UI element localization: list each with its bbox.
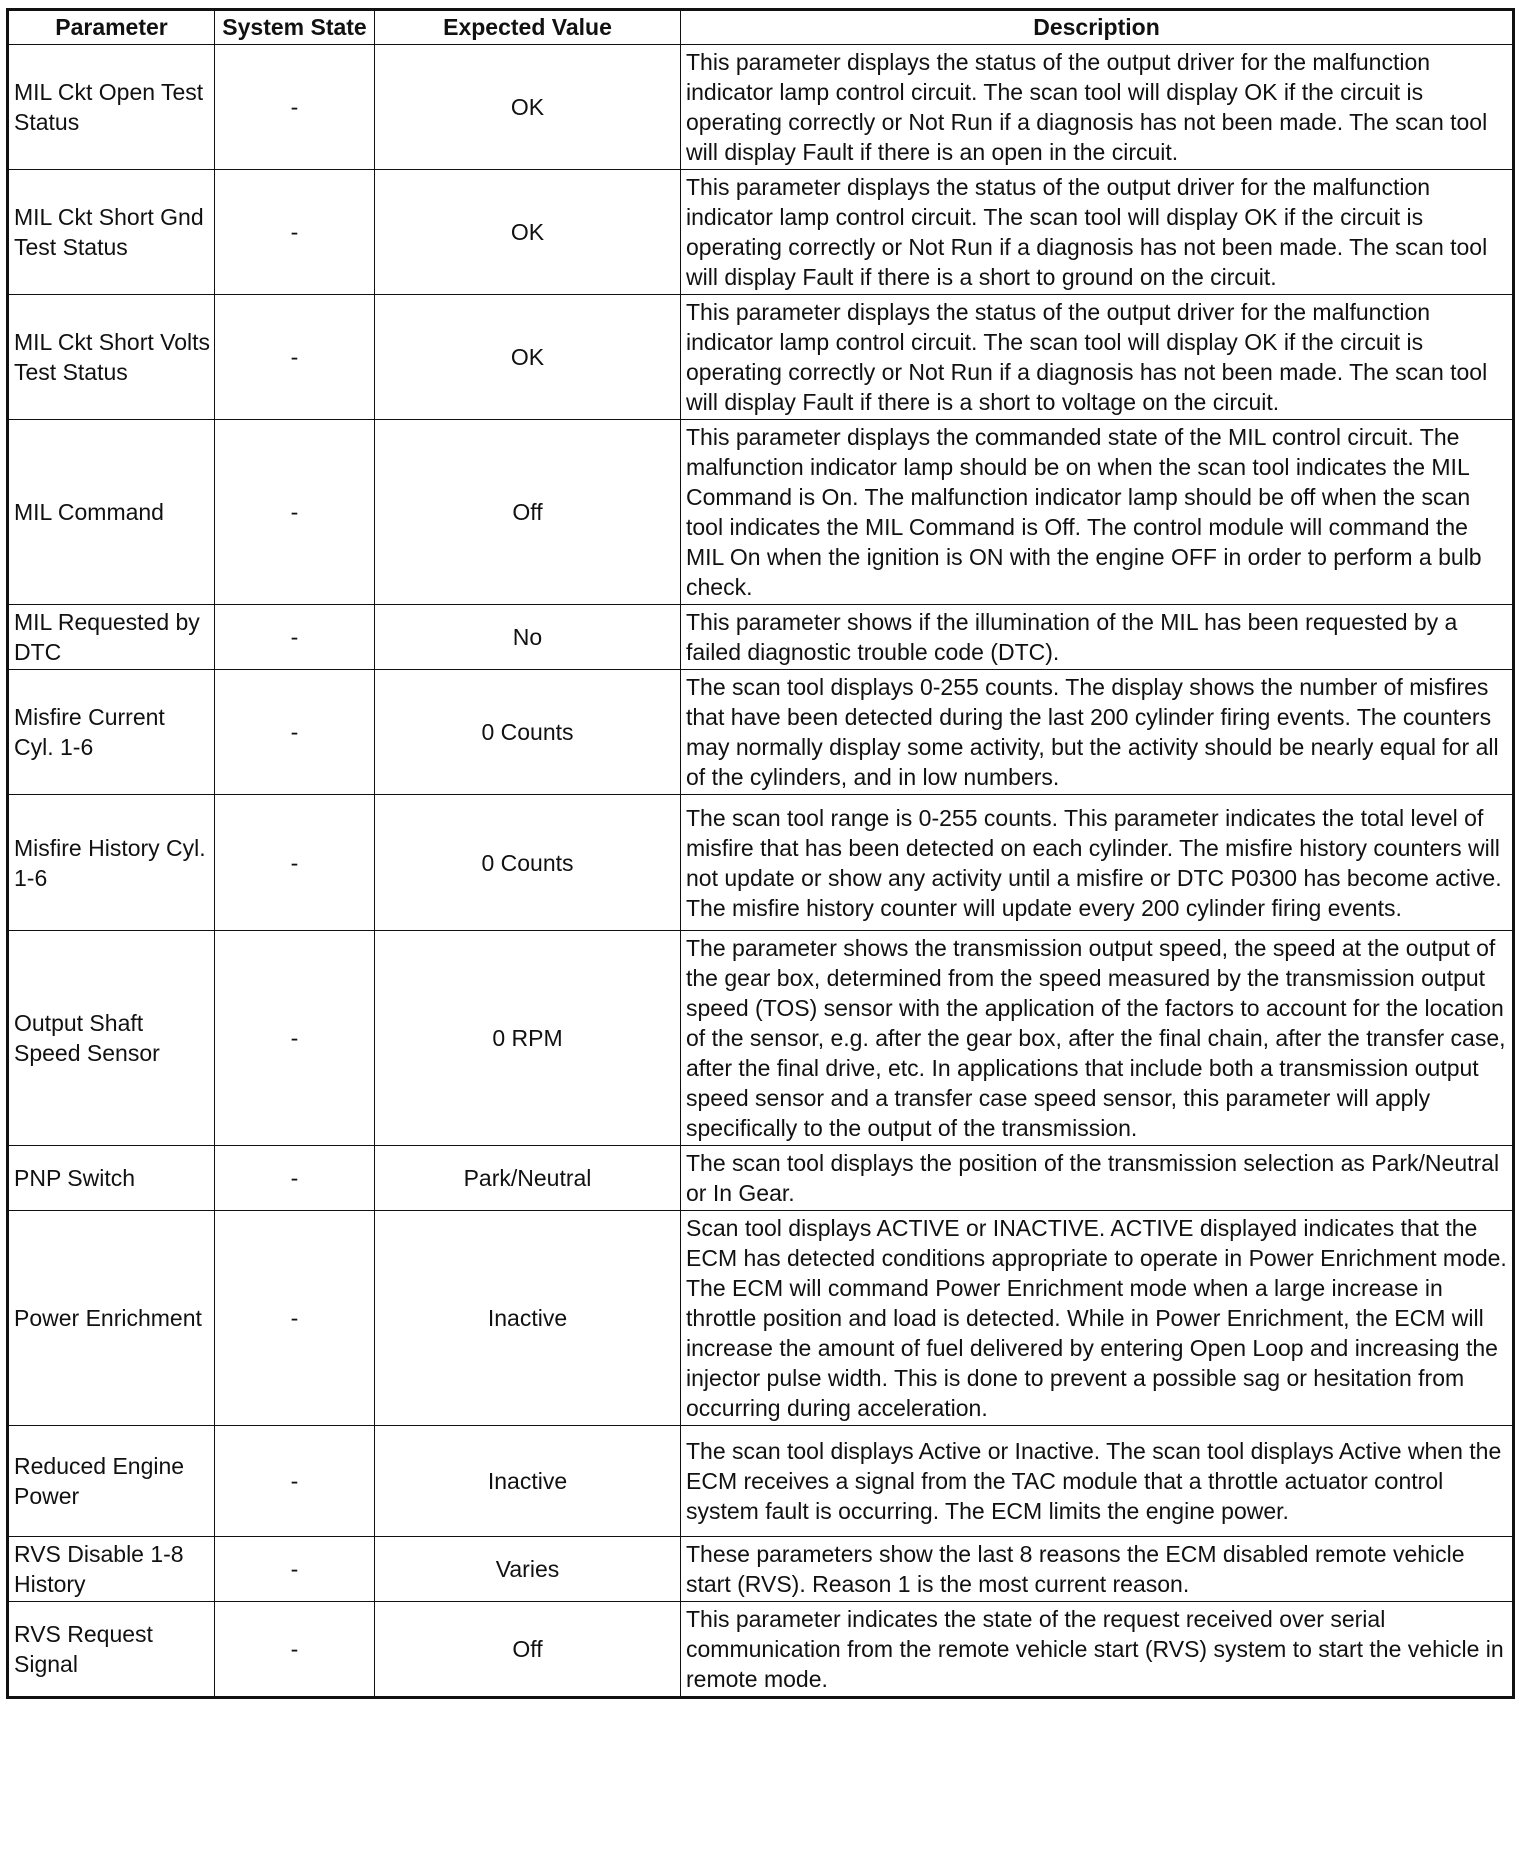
table-row [8,1426,1514,1537]
cell-parameter: MIL Command [8,420,215,605]
cell-expected-value: Off [375,1602,681,1698]
header-parameter: Parameter [8,10,215,45]
cell-parameter: Misfire History Cyl. 1-6 [8,795,215,931]
cell-expected-value: No [375,605,681,670]
table-row [8,45,1514,170]
cell-description: These parameters show the last 8 reasons the ECM disabled remote vehicle start (RVS). Reason 1 is the most current reason. [681,1537,1514,1602]
header-row [8,10,1514,45]
cell-description: The scan tool displays the position of the transmission selection as Park/Neutral or In Gear. [681,1146,1514,1211]
cell-system-state: - [215,1426,375,1537]
cell-parameter: RVS Disable 1-8 History [8,1537,215,1602]
cell-parameter: PNP Switch [8,1146,215,1211]
cell-parameter: MIL Ckt Open Test Status [8,45,215,170]
cell-parameter: MIL Ckt Short Volts Test Status [8,295,215,420]
cell-parameter: Reduced Engine Power [8,1426,215,1537]
cell-description: The scan tool displays 0-255 counts. The display shows the number of misfires that have been detected during the last 200 cylinder firing events. The counters may normally display some activity, but the activity should be nearly equal for all of the cylinders, and in low numbers. [681,670,1514,795]
cell-description: This parameter displays the status of the output driver for the malfunction indicator lamp control circuit. The scan tool will display OK if the circuit is operating correctly or Not Run if a diagnosis has not been made. The scan tool will display Fault if there is a short to ground on the circuit. [681,170,1514,295]
cell-expected-value: Inactive [375,1426,681,1537]
table-row [8,1146,1514,1211]
table-row [8,795,1514,931]
table-row [8,295,1514,420]
cell-parameter: RVS Request Signal [8,1602,215,1698]
cell-description: The scan tool range is 0-255 counts. This parameter indicates the total level of misfire that has been detected on each cylinder. The misfire history counters will not update or show any activity until a misfire or DTC P0300 has become active. The misfire history counter will update every 200 cylinder firing events. [681,795,1514,931]
cell-expected-value: OK [375,295,681,420]
cell-expected-value: Inactive [375,1211,681,1426]
cell-system-state: - [215,605,375,670]
table-row [8,931,1514,1146]
parameter-table [6,8,1515,1699]
cell-description: This parameter displays the status of the output driver for the malfunction indicator lamp control circuit. The scan tool will display OK if the circuit is operating correctly or Not Run if a diagnosis has not been made. The scan tool will display Fault if there is an open in the circuit. [681,45,1514,170]
table-row [8,420,1514,605]
cell-description: The parameter shows the transmission output speed, the speed at the output of the gear box, determined from the speed measured by the transmission output speed (TOS) sensor with the application of the factors to account for the location of the sensor, e.g. after the gear box, after the final chain, after the transfer case, after the final drive, etc. In applications that include both a transmission output speed sensor and a transfer case speed sensor, this parameter will apply specifically to the output of the transmission. [681,931,1514,1146]
cell-description: This parameter displays the status of the output driver for the malfunction indicator lamp control circuit. The scan tool will display OK if the circuit is operating correctly or Not Run if a diagnosis has not been made. The scan tool will display Fault if there is a short to voltage on the circuit. [681,295,1514,420]
table-row [8,670,1514,795]
table-row [8,1537,1514,1602]
header-description: Description [681,10,1514,45]
cell-parameter: Output Shaft Speed Sensor [8,931,215,1146]
cell-parameter: Misfire Current Cyl. 1-6 [8,670,215,795]
cell-description: This parameter shows if the illumination of the MIL has been requested by a failed diagnostic trouble code (DTC). [681,605,1514,670]
table-row [8,170,1514,295]
cell-expected-value: Varies [375,1537,681,1602]
cell-description: Scan tool displays ACTIVE or INACTIVE. ACTIVE displayed indicates that the ECM has detected conditions appropriate to operate in Power Enrichment mode. The ECM will command Power Enrichment mode when a large increase in throttle position and load is detected. While in Power Enrichment, the ECM will increase the amount of fuel delivered by entering Open Loop and increasing the injector pulse width. This is done to prevent a possible sag or hesitation from occurring during acceleration. [681,1211,1514,1426]
cell-expected-value: 0 RPM [375,931,681,1146]
cell-system-state: - [215,170,375,295]
cell-expected-value: 0 Counts [375,670,681,795]
cell-expected-value: OK [375,170,681,295]
cell-description: This parameter displays the commanded state of the MIL control circuit. The malfunction indicator lamp should be on when the scan tool indicates the MIL Command is On. The malfunction indicator lamp should be off when the scan tool indicates the MIL Command is Off. The control module will command the MIL On when the ignition is ON with the engine OFF in order to perform a bulb check. [681,420,1514,605]
cell-system-state: - [215,1537,375,1602]
cell-expected-value: OK [375,45,681,170]
table-row [8,1602,1514,1698]
cell-system-state: - [215,931,375,1146]
cell-system-state: - [215,795,375,931]
cell-system-state: - [215,670,375,795]
cell-description: This parameter indicates the state of the request received over serial communication from the remote vehicle start (RVS) system to start the vehicle in remote mode. [681,1602,1514,1698]
cell-parameter: Power Enrichment [8,1211,215,1426]
cell-expected-value: Park/Neutral [375,1146,681,1211]
cell-system-state: - [215,295,375,420]
cell-system-state: - [215,45,375,170]
cell-parameter: MIL Requested by DTC [8,605,215,670]
header-system-state: System State [215,10,375,45]
cell-expected-value: 0 Counts [375,795,681,931]
cell-system-state: - [215,420,375,605]
cell-description: The scan tool displays Active or Inactive. The scan tool displays Active when the ECM receives a signal from the TAC module that a throttle actuator control system fault is occurring. The ECM limits the engine power. [681,1426,1514,1537]
header-expected-value: Expected Value [375,10,681,45]
table-row [8,605,1514,670]
cell-system-state: - [215,1211,375,1426]
cell-system-state: - [215,1146,375,1211]
cell-system-state: - [215,1602,375,1698]
table-row [8,1211,1514,1426]
cell-parameter: MIL Ckt Short Gnd Test Status [8,170,215,295]
cell-expected-value: Off [375,420,681,605]
